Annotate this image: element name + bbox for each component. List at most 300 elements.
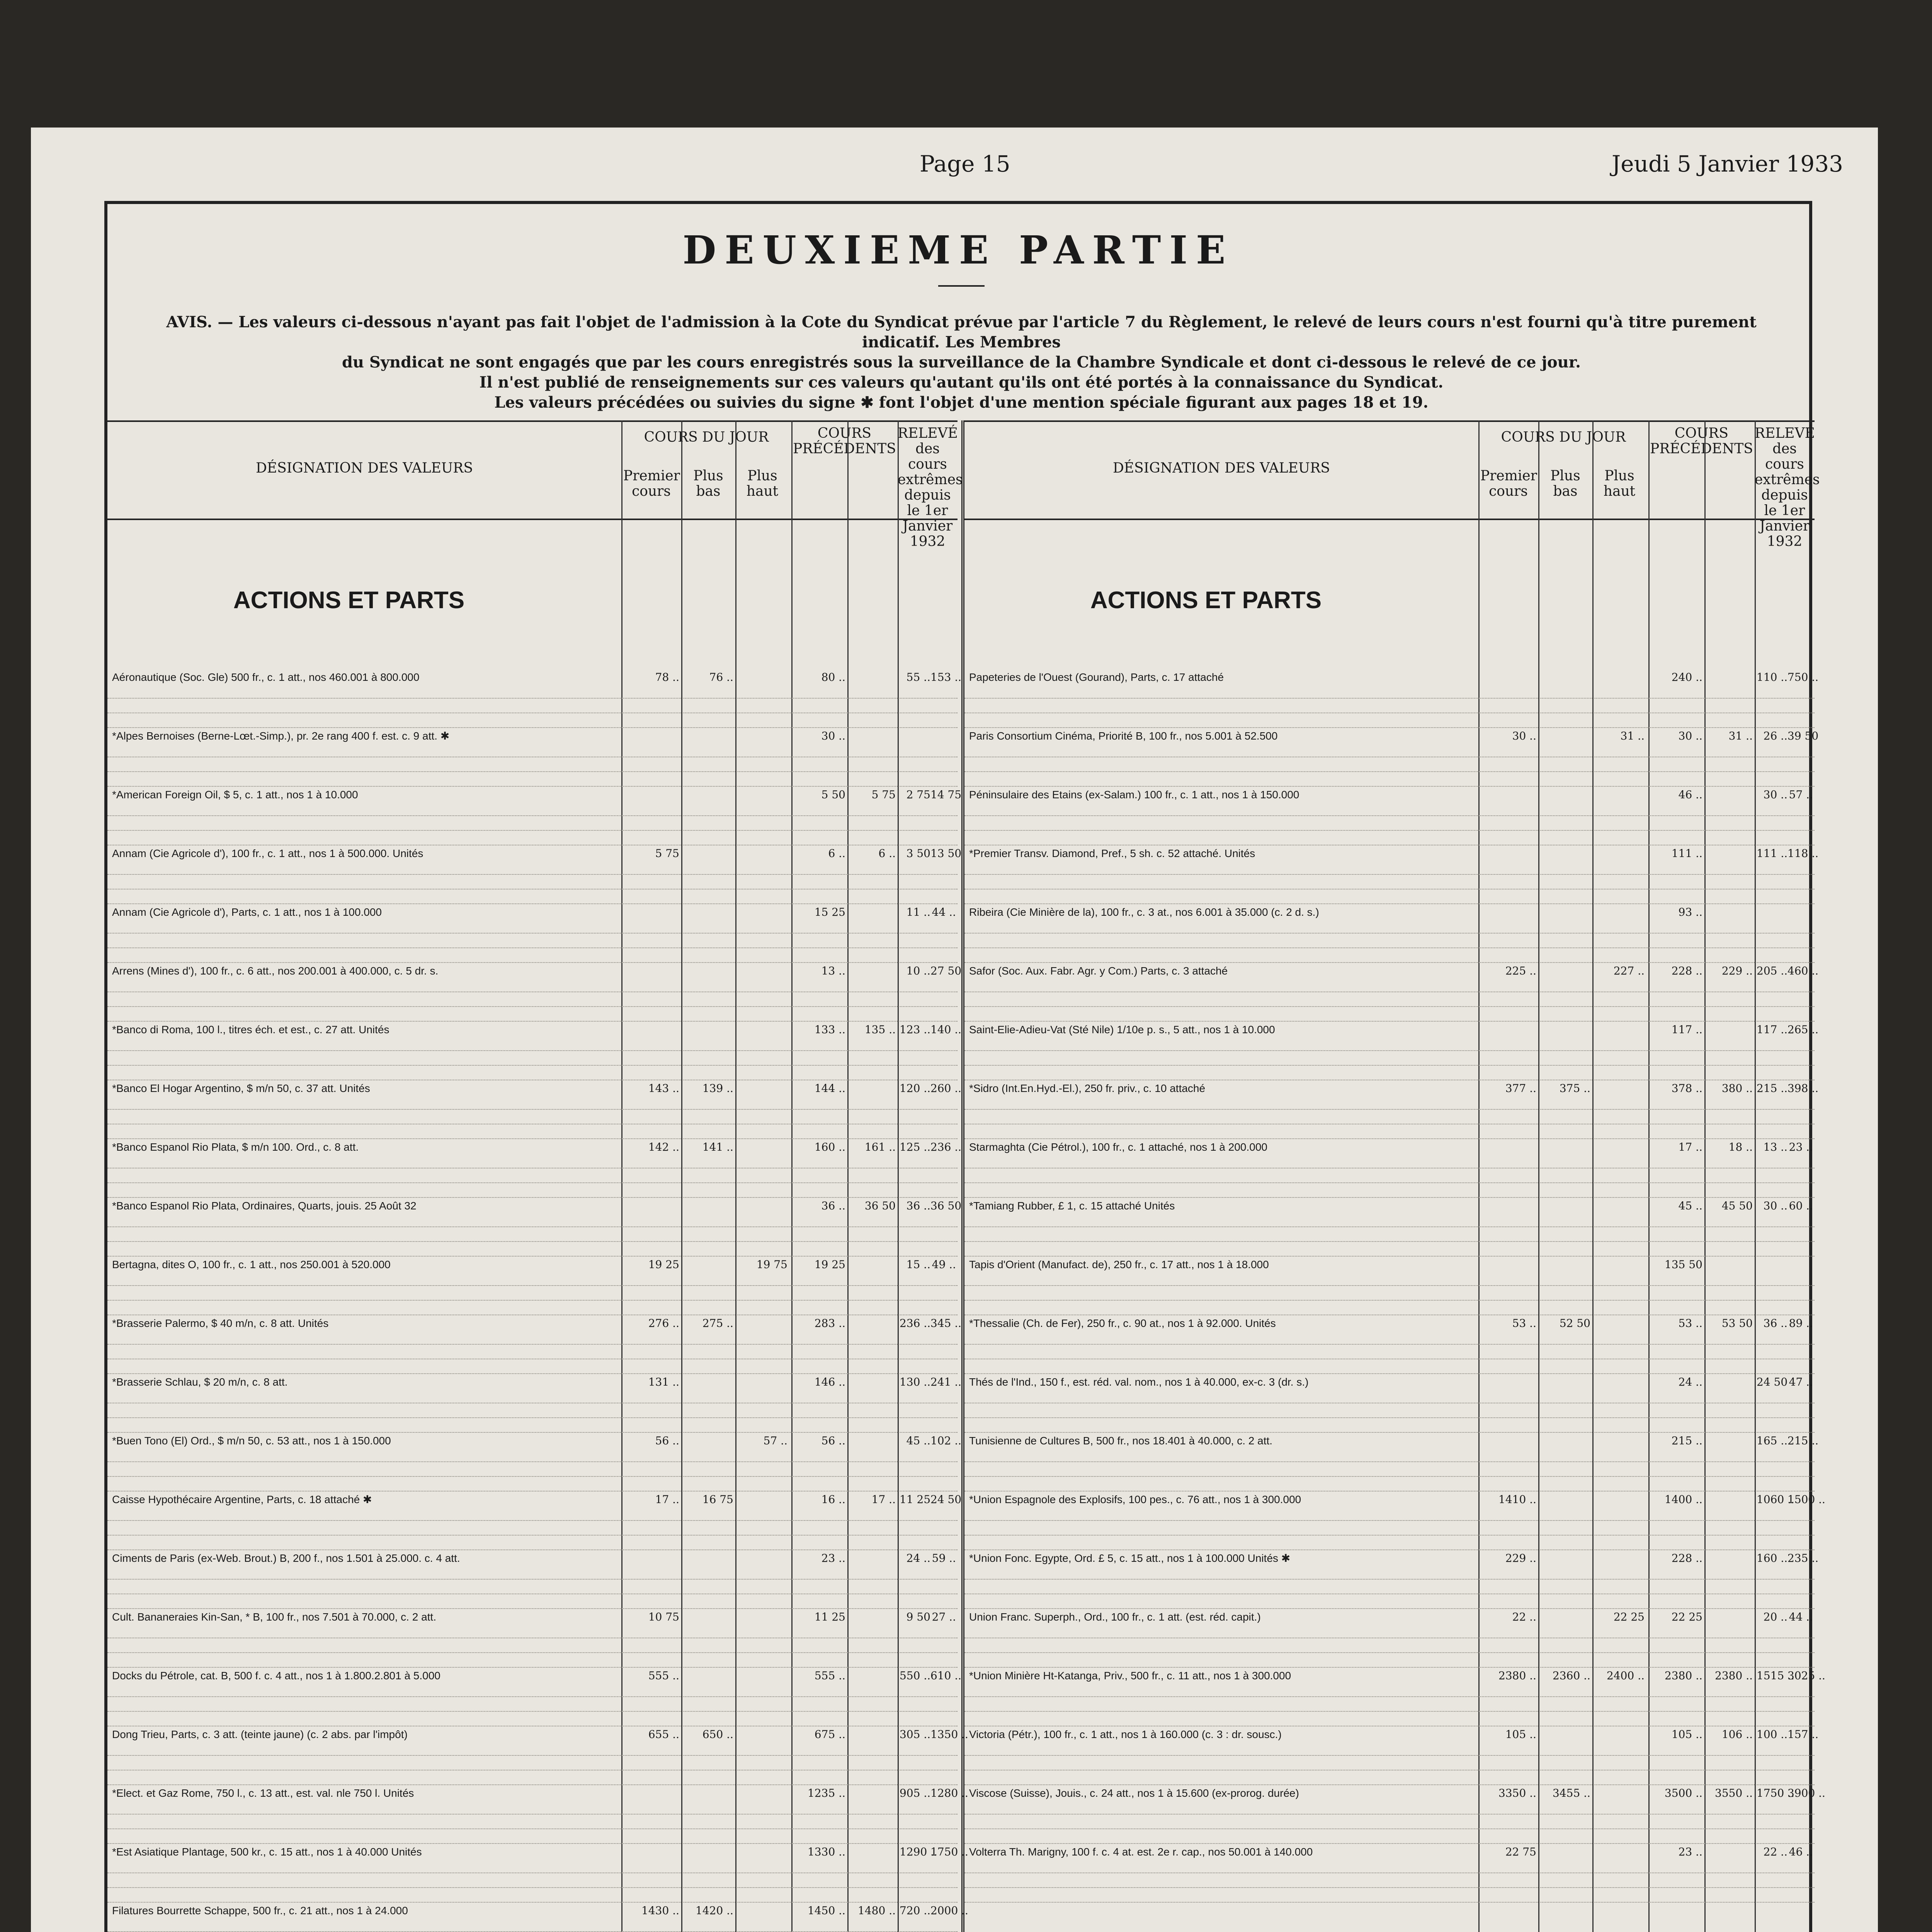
- price-cell-r2: 23 ..: [1789, 1141, 1813, 1153]
- quotation-columns: [107, 420, 1825, 1932]
- continuation-line: [964, 995, 1815, 1007]
- price-cell-p: 19 25: [648, 1258, 679, 1271]
- continuation-line: [107, 833, 957, 845]
- section-heading: ACTIONS ET PARTS: [233, 587, 465, 614]
- price-cell-h: 2400 ..: [1607, 1669, 1645, 1682]
- security-name: *Brasserie Schlau, $ 20 m/n, c. 8 att.: [112, 1376, 288, 1388]
- price-cell-pb: 378 ..: [1671, 1082, 1702, 1095]
- price-cell-pb: 228 ..: [1671, 1552, 1702, 1565]
- price-cell-ph: 161 ..: [864, 1141, 896, 1153]
- security-name: Caisse Hypothécaire Argentine, Parts, c. 18 attaché ✱: [112, 1494, 372, 1505]
- price-cell-p: 1430 ..: [641, 1904, 679, 1917]
- continuation-line: [964, 892, 1815, 904]
- security-row: [964, 1023, 1819, 1036]
- continuation-line: [964, 1817, 1815, 1829]
- security-row: [107, 1259, 957, 1270]
- security-name: Cult. Bananeraies Kin-San, * B, 100 fr., nos 7.501 à 70.000, c. 2 att.: [112, 1611, 436, 1623]
- issue-date: Jeudi 5 Janvier 1933: [1612, 151, 1843, 177]
- price-cell-r2: 345 ..: [930, 1317, 962, 1330]
- continuation-line: [964, 1274, 1815, 1286]
- price-cell-pb: 16 ..: [821, 1493, 845, 1506]
- price-cell-r1: 30 ..: [1763, 788, 1787, 801]
- continuation-line: [107, 1185, 957, 1198]
- releve-header: RELEVÉ des cours extrêmes depuis le 1er Janvier 1932: [898, 425, 963, 549]
- price-cell-p: 17 ..: [655, 1493, 679, 1506]
- price-cell-ph: 3550 ..: [1715, 1787, 1753, 1799]
- continuation-line: [107, 818, 957, 831]
- continuation-line: [107, 1450, 957, 1462]
- security-row: [107, 1553, 957, 1564]
- continuation-line: [964, 951, 1815, 963]
- continuation-line: [964, 1641, 1815, 1653]
- price-cell-pb: 80 ..: [821, 671, 845, 684]
- price-cell-r1: 125 ..: [900, 1141, 931, 1153]
- continuation-line: [964, 1832, 1815, 1844]
- price-cell-p: 2380 ..: [1498, 1669, 1536, 1682]
- continuation-line: [107, 1215, 957, 1227]
- price-cell-r1: 36 ..: [906, 1199, 930, 1212]
- price-cell-r2: 24 50: [930, 1493, 962, 1506]
- price-cell-p: 56 ..: [655, 1434, 679, 1447]
- continuation-line: [107, 1332, 957, 1345]
- price-cell-p: 131 ..: [648, 1376, 679, 1388]
- price-cell-r2: 46 ..: [1789, 1845, 1813, 1858]
- continuation-line: [964, 760, 1815, 772]
- price-cell-ph: 36 50: [864, 1199, 896, 1212]
- continuation-line: [964, 1127, 1815, 1139]
- price-cell-ph: 106 ..: [1721, 1728, 1753, 1741]
- security-name: Péninsulaire des Etains (ex-Salam.) 100 fr., c. 1 att., nos 1 à 150.000: [969, 789, 1299, 801]
- price-cell-pb: 1400 ..: [1665, 1493, 1702, 1506]
- price-cell-h: 227 ..: [1613, 964, 1645, 977]
- security-name: *Banco Espanol Rio Plata, $ m/n 100. Ord., c. 8 att.: [112, 1141, 359, 1153]
- price-cell-pb: 240 ..: [1671, 671, 1702, 684]
- continuation-line: [964, 1523, 1815, 1536]
- continuation-line: [964, 686, 1815, 699]
- continuation-line: [107, 716, 957, 728]
- price-cell-pb: 133 ..: [814, 1023, 845, 1036]
- continuation-line: [964, 1406, 1815, 1418]
- price-cell-r1: 55 ..: [906, 671, 930, 684]
- security-name: Viscose (Suisse), Jouis., c. 24 att., nos 1 à 15.600 (ex-prorog. durée): [969, 1787, 1299, 1799]
- price-cell-r1: 36 ..: [1763, 1317, 1787, 1330]
- continuation-line: [964, 1699, 1815, 1712]
- content-frame: [104, 201, 1825, 1932]
- security-row: [964, 1728, 1819, 1741]
- section-title: DEUXIEME PARTIE: [682, 227, 1234, 273]
- price-cell-r1: 45 ..: [906, 1434, 930, 1447]
- price-cell-r1: 165 ..: [1757, 1434, 1788, 1447]
- price-cell-r2: 140 ..: [930, 1023, 962, 1036]
- price-cell-pb: 283 ..: [814, 1317, 845, 1330]
- continuation-line: [107, 1582, 957, 1594]
- continuation-line: [964, 1773, 1815, 1785]
- security-row: [107, 964, 962, 977]
- continuation-line: [964, 1009, 1815, 1022]
- continuation-line: [107, 1362, 957, 1374]
- plus-haut-header: Plus haut: [1603, 468, 1636, 499]
- continuation-line: [964, 1685, 1815, 1697]
- continuation-line: [964, 1303, 1815, 1315]
- continuation-line: [107, 1773, 957, 1785]
- price-cell-r2: 59 ..: [932, 1552, 956, 1565]
- continuation-line: [107, 892, 957, 904]
- newspaper-page: [31, 128, 1878, 1932]
- price-cell-r2: 44 ..: [932, 906, 956, 918]
- continuation-line: [964, 1362, 1815, 1374]
- continuation-line: [107, 921, 957, 934]
- security-row: [964, 1552, 1819, 1565]
- price-cell-r2: 102 ..: [930, 1434, 962, 1447]
- cours-precedents-header: COURS PRÉCÉDENTS: [793, 425, 896, 457]
- price-cell-p: 53 ..: [1512, 1317, 1536, 1330]
- price-cell-r2: 2000 ..: [930, 1904, 968, 1917]
- table-header: [964, 420, 1820, 549]
- security-name: *Thessalie (Ch. de Fer), 250 fr., c. 90 at., nos 1 à 92.000. Unités: [969, 1318, 1276, 1329]
- price-cell-pb: 1330 ..: [808, 1845, 845, 1858]
- left-column: [107, 420, 968, 1932]
- price-cell-r2: 260 ..: [930, 1082, 962, 1095]
- price-cell-r2: 118 ..: [1787, 847, 1819, 860]
- security-row: [107, 1493, 962, 1506]
- price-cell-r2: 47 ..: [1789, 1376, 1813, 1388]
- price-cell-p: 655 ..: [648, 1728, 679, 1741]
- continuation-line: [107, 1876, 957, 1888]
- page-header: [31, 151, 1878, 182]
- continuation-line: [964, 1097, 1815, 1110]
- continuation-line: [964, 1582, 1815, 1594]
- continuation-line: [107, 877, 957, 889]
- notice-line: Les valeurs précédées ou suivies du signe ✱ font l'objet d'une mention spéciale figurant aux pages 18 et 19.: [494, 393, 1429, 412]
- price-cell-pb: 30 ..: [821, 730, 845, 742]
- price-cell-ph: 45 50: [1721, 1199, 1753, 1212]
- continuation-line: [107, 1641, 957, 1653]
- price-cell-pb: 53 ..: [1678, 1317, 1702, 1330]
- continuation-line: [964, 1714, 1815, 1726]
- continuation-line: [107, 1655, 957, 1668]
- security-name: Ribeira (Cie Minière de la), 100 fr., c. 3 at., nos 6.001 à 35.000 (c. 2 d. s.): [969, 906, 1319, 918]
- continuation-line: [107, 1347, 957, 1359]
- notice-line: Il n'est publié de renseignements sur ces valeurs qu'autant qu'ils ont été portés à la connaissance du Syndicat.: [479, 373, 1444, 391]
- price-cell-r2: 49 ..: [932, 1258, 956, 1271]
- continuation-line: [964, 818, 1815, 831]
- security-row: [107, 1199, 962, 1212]
- price-cell-pb: 117 ..: [1671, 1023, 1702, 1036]
- continuation-line: [107, 686, 957, 699]
- continuation-line: [107, 1479, 957, 1492]
- page-number: Page 15: [920, 151, 1010, 177]
- price-cell-pb: 144 ..: [814, 1082, 845, 1095]
- continuation-line: [107, 1920, 957, 1932]
- security-name: Bertagna, dites O, 100 fr., c. 1 att., nos 250.001 à 520.000: [112, 1259, 391, 1270]
- plus-haut-header: Plus haut: [746, 468, 779, 499]
- security-name: *Banco El Hogar Argentino, $ m/n 50, c. 37 att. Unités: [112, 1083, 370, 1094]
- security-row: [964, 1846, 1815, 1858]
- continuation-line: [107, 1832, 957, 1844]
- continuation-line: [964, 774, 1815, 787]
- continuation-line: [964, 1332, 1815, 1345]
- price-cell-ph: 229 ..: [1721, 964, 1753, 977]
- security-name: Safor (Soc. Aux. Fabr. Agr. y Com.) Parts, c. 3 attaché: [969, 965, 1228, 977]
- price-cell-p: 377 ..: [1505, 1082, 1536, 1095]
- continuation-line: [964, 1053, 1815, 1066]
- price-cell-r2: 89 ..: [1789, 1317, 1813, 1330]
- price-cell-h: 31 ..: [1620, 730, 1645, 742]
- security-name: Paris Consortium Cinéma, Priorité B, 100 fr., nos 5.001 à 52.500: [969, 730, 1278, 742]
- continuation-line: [107, 936, 957, 948]
- price-cell-r1: 11 ..: [906, 906, 930, 918]
- price-cell-r2: 39 50: [1787, 730, 1819, 742]
- price-cell-b: 650 ..: [702, 1728, 733, 1741]
- price-cell-p: 276 ..: [648, 1317, 679, 1330]
- security-row: [964, 1669, 1825, 1682]
- continuation-line: [107, 1699, 957, 1712]
- designation-header: DÉSIGNATION DES VALEURS: [1112, 460, 1330, 476]
- security-name: *Union Espagnole des Explosifs, 100 pes., c. 76 att., nos 1 à 300.000: [969, 1494, 1301, 1505]
- continuation-line: [964, 877, 1815, 889]
- continuation-line: [964, 1861, 1815, 1873]
- security-row: [964, 1434, 1819, 1447]
- continuation-line: [964, 745, 1815, 757]
- price-cell-p: 5 75: [655, 847, 679, 860]
- price-cell-pb: 1450 ..: [808, 1904, 845, 1917]
- price-cell-b: 3455 ..: [1553, 1787, 1590, 1799]
- continuation-line: [964, 980, 1815, 992]
- continuation-line: [107, 1714, 957, 1726]
- continuation-line: [107, 804, 957, 816]
- security-row: [107, 1141, 962, 1153]
- security-name: *Union Fonc. Egypte, Ord. £ 5, c. 15 att., nos 1 à 100.000 Unités ✱: [969, 1553, 1291, 1564]
- price-cell-pb: 146 ..: [814, 1376, 845, 1388]
- price-cell-r1: 26 ..: [1763, 730, 1787, 742]
- continuation-line: [107, 1009, 957, 1022]
- price-cell-pb: 6 ..: [828, 847, 845, 860]
- continuation-line: [107, 1420, 957, 1433]
- security-row: [107, 1669, 962, 1682]
- price-cell-ph: 135 ..: [864, 1023, 896, 1036]
- price-cell-r2: 215 ..: [1787, 1434, 1819, 1447]
- plus-bas-header: Plus bas: [1550, 468, 1580, 499]
- security-row: [107, 1904, 968, 1917]
- price-cell-p: 78 ..: [655, 671, 679, 684]
- security-name: *Premier Transv. Diamond, Pref., 5 sh. c. 52 attaché. Unités: [969, 848, 1255, 859]
- continuation-line: [107, 1861, 957, 1873]
- notice: [150, 312, 1773, 413]
- continuation-line: [107, 1817, 957, 1829]
- security-name: *American Foreign Oil, $ 5, c. 1 att., nos 1 à 10.000: [112, 789, 358, 801]
- price-cell-r1: 100 ..: [1757, 1728, 1788, 1741]
- continuation-line: [964, 1479, 1815, 1492]
- continuation-line: [107, 995, 957, 1007]
- security-name: *Est Asiatique Plantage, 500 kr., c. 15 att., nos 1 à 40.000 Unités: [112, 1846, 422, 1858]
- price-cell-r1: 1515 ..: [1757, 1669, 1794, 1682]
- price-cell-pb: 23 ..: [821, 1552, 845, 1565]
- price-cell-b: 141 ..: [702, 1141, 733, 1153]
- price-cell-p: 142 ..: [648, 1141, 679, 1153]
- continuation-line: [107, 1743, 957, 1756]
- price-cell-b: 275 ..: [702, 1317, 733, 1330]
- title-divider: [938, 285, 985, 287]
- price-cell-r1: 160 ..: [1757, 1552, 1788, 1565]
- price-cell-r1: 15 ..: [906, 1258, 930, 1271]
- continuation-line: [107, 760, 957, 772]
- price-cell-r2: 44 ..: [1789, 1611, 1813, 1623]
- continuation-line: [107, 745, 957, 757]
- continuation-line: [964, 716, 1815, 728]
- security-row: [107, 1317, 962, 1330]
- designation-header: DÉSIGNATION DES VALEURS: [255, 460, 473, 476]
- section-heading: ACTIONS ET PARTS: [1090, 587, 1322, 614]
- price-cell-r2: 235 ..: [1787, 1552, 1819, 1565]
- price-cell-r1: 236 ..: [900, 1317, 931, 1330]
- continuation-line: [964, 1464, 1815, 1477]
- security-row: [964, 789, 1815, 801]
- continuation-line: [964, 1244, 1815, 1257]
- price-cell-ph: 18 ..: [1728, 1141, 1753, 1153]
- price-cell-pb: 15 25: [814, 906, 845, 918]
- price-cell-pb: 56 ..: [821, 1434, 845, 1447]
- price-cell-h: 57 ..: [763, 1434, 787, 1447]
- continuation-line: [107, 1039, 957, 1051]
- security-name: *Banco Espanol Rio Plata, Ordinaires, Quarts, jouis. 25 Août 32: [112, 1200, 417, 1212]
- continuation-line: [964, 936, 1815, 948]
- security-name: Thés de l'Ind., 150 f., est. réd. val. nom., nos 1 à 40.000, ex-c. 3 (dr. s.): [969, 1376, 1309, 1388]
- price-cell-r2: 60 ..: [1789, 1199, 1813, 1212]
- price-cell-r2: 13 50: [930, 847, 962, 860]
- right-column: [961, 420, 1825, 1932]
- price-cell-b: 375 ..: [1559, 1082, 1590, 1095]
- continuation-line: [107, 1758, 957, 1770]
- price-cell-b: 52 50: [1559, 1317, 1590, 1330]
- price-cell-r1: 20 ..: [1763, 1611, 1787, 1623]
- continuation-line: [964, 1185, 1815, 1198]
- price-cell-ph: 53 50: [1721, 1317, 1753, 1330]
- price-cell-r2: 157 ..: [1787, 1728, 1819, 1741]
- price-cell-b: 139 ..: [702, 1082, 733, 1095]
- security-name: *Tamiang Rubber, £ 1, c. 15 attaché Unités: [969, 1200, 1175, 1212]
- price-cell-pb: 13 ..: [821, 964, 845, 977]
- continuation-line: [964, 1802, 1815, 1815]
- price-cell-r1: 550 ..: [900, 1669, 931, 1682]
- continuation-line: [107, 1127, 957, 1139]
- price-cell-p: 1410 ..: [1498, 1493, 1536, 1506]
- continuation-line: [964, 1567, 1815, 1580]
- continuation-line: [964, 701, 1815, 713]
- plus-bas-header: Plus bas: [693, 468, 723, 499]
- security-row: [107, 1611, 957, 1623]
- security-name: Ciments de Paris (ex-Web. Brout.) B, 200 f., nos 1.501 à 25.000. c. 4 att.: [112, 1553, 460, 1564]
- price-cell-r1: 305 ..: [900, 1728, 931, 1741]
- continuation-line: [107, 1406, 957, 1418]
- continuation-line: [964, 1743, 1815, 1756]
- price-cell-r2: 460 ..: [1787, 964, 1819, 977]
- security-row: [964, 1376, 1815, 1388]
- price-cell-b: 1420 ..: [696, 1904, 733, 1917]
- continuation-line: [964, 804, 1815, 816]
- price-cell-p: 30 ..: [1512, 730, 1536, 742]
- price-cell-pb: 93 ..: [1678, 906, 1702, 918]
- security-row: [964, 1200, 1815, 1212]
- continuation-line: [107, 951, 957, 963]
- price-cell-pb: 22 25: [1671, 1611, 1702, 1623]
- releve-header: RELEVÉ des cours extrêmes depuis le 1er Janvier 1932: [1755, 425, 1820, 549]
- price-cell-r1: 3 50: [906, 847, 930, 860]
- continuation-line: [964, 1509, 1815, 1521]
- continuation-line: [964, 1112, 1815, 1124]
- price-cell-pb: 215 ..: [1671, 1434, 1702, 1447]
- continuation-line: [107, 862, 957, 875]
- price-cell-p: 22 ..: [1512, 1611, 1536, 1623]
- security-name: Union Franc. Superph., Ord., 100 fr., c. 1 att. (est. réd. capit.): [969, 1611, 1261, 1623]
- continuation-line: [107, 1802, 957, 1815]
- security-row: [964, 1318, 1815, 1329]
- price-cell-r1: 130 ..: [900, 1376, 931, 1388]
- security-row: [964, 1141, 1815, 1153]
- price-cell-ph: 2380 ..: [1715, 1669, 1753, 1682]
- price-cell-r2: 1500 ..: [1787, 1493, 1825, 1506]
- continuation-line: [964, 1655, 1815, 1668]
- continuation-line: [964, 1758, 1815, 1770]
- security-row: [107, 788, 962, 801]
- security-row: [107, 1082, 962, 1095]
- price-cell-pb: 1235 ..: [808, 1787, 845, 1799]
- security-name: Saint-Elie-Adieu-Vat (Sté Nile) 1/10e p. s., 5 att., nos 1 à 10.000: [969, 1024, 1275, 1036]
- table-header: [107, 420, 963, 549]
- security-name: Annam (Cie Agricole d'), 100 fr., c. 1 att., nos 1 à 500.000. Unités: [112, 848, 423, 859]
- price-cell-r2: 27 50: [930, 964, 962, 977]
- price-cell-ph: 17 ..: [871, 1493, 896, 1506]
- continuation-line: [964, 1876, 1815, 1888]
- price-cell-b: 16 75: [702, 1493, 733, 1506]
- premier-cours-header: Premier cours: [1480, 468, 1537, 499]
- security-name: Aéronautique (Soc. Gle) 500 fr., c. 1 att., nos 460.001 à 800.000: [112, 672, 420, 683]
- continuation-line: [107, 1685, 957, 1697]
- continuation-line: [964, 862, 1815, 875]
- price-cell-r2: 36 50: [930, 1199, 962, 1212]
- security-row: [107, 1434, 962, 1447]
- cours-precedents-header: COURS PRÉCÉDENTS: [1650, 425, 1753, 457]
- security-name: *Union Minière Ht-Katanga, Priv., 500 fr., c. 11 att., nos 1 à 300.000: [969, 1670, 1291, 1682]
- price-cell-r1: 10 ..: [906, 964, 930, 977]
- price-cell-b: 76 ..: [709, 671, 733, 684]
- price-cell-p: 555 ..: [648, 1669, 679, 1682]
- security-row: [107, 1787, 968, 1799]
- continuation-line: [107, 1274, 957, 1286]
- security-row: [964, 1493, 1825, 1506]
- continuation-line: [107, 1288, 957, 1301]
- price-cell-r2: 1280 ..: [930, 1787, 968, 1799]
- price-cell-r1: 24 50: [1757, 1376, 1788, 1388]
- price-cell-r1: 205 ..: [1757, 964, 1788, 977]
- price-cell-r2: 153 ..: [930, 671, 962, 684]
- price-cell-r1: 1060 ..: [1757, 1493, 1794, 1506]
- price-cell-pb: 17 ..: [1678, 1141, 1702, 1153]
- security-row: [964, 1787, 1825, 1799]
- price-cell-h: 19 75: [756, 1258, 787, 1271]
- continuation-line: [107, 1391, 957, 1403]
- price-cell-ph: 6 ..: [878, 847, 896, 860]
- price-cell-pb: 36 ..: [821, 1199, 845, 1212]
- continuation-line: [107, 1171, 957, 1183]
- price-cell-h: 22 25: [1613, 1611, 1645, 1623]
- price-cell-pb: 45 ..: [1678, 1199, 1702, 1212]
- security-name: Dong Trieu, Parts, c. 3 att. (teinte jaune) (c. 2 abs. par l'impôt): [112, 1729, 408, 1740]
- continuation-line: [964, 1039, 1815, 1051]
- price-cell-r2: 1350 ..: [930, 1728, 968, 1741]
- price-cell-r1: 22 ..: [1763, 1845, 1787, 1858]
- price-cell-pb: 11 25: [814, 1611, 845, 1623]
- notice-line: du Syndicat ne sont engagés que par les cours enregistrés sous la surveillance de la Chambre Syndicale et dont ci-dessous le relevé de ce jour.: [342, 353, 1581, 371]
